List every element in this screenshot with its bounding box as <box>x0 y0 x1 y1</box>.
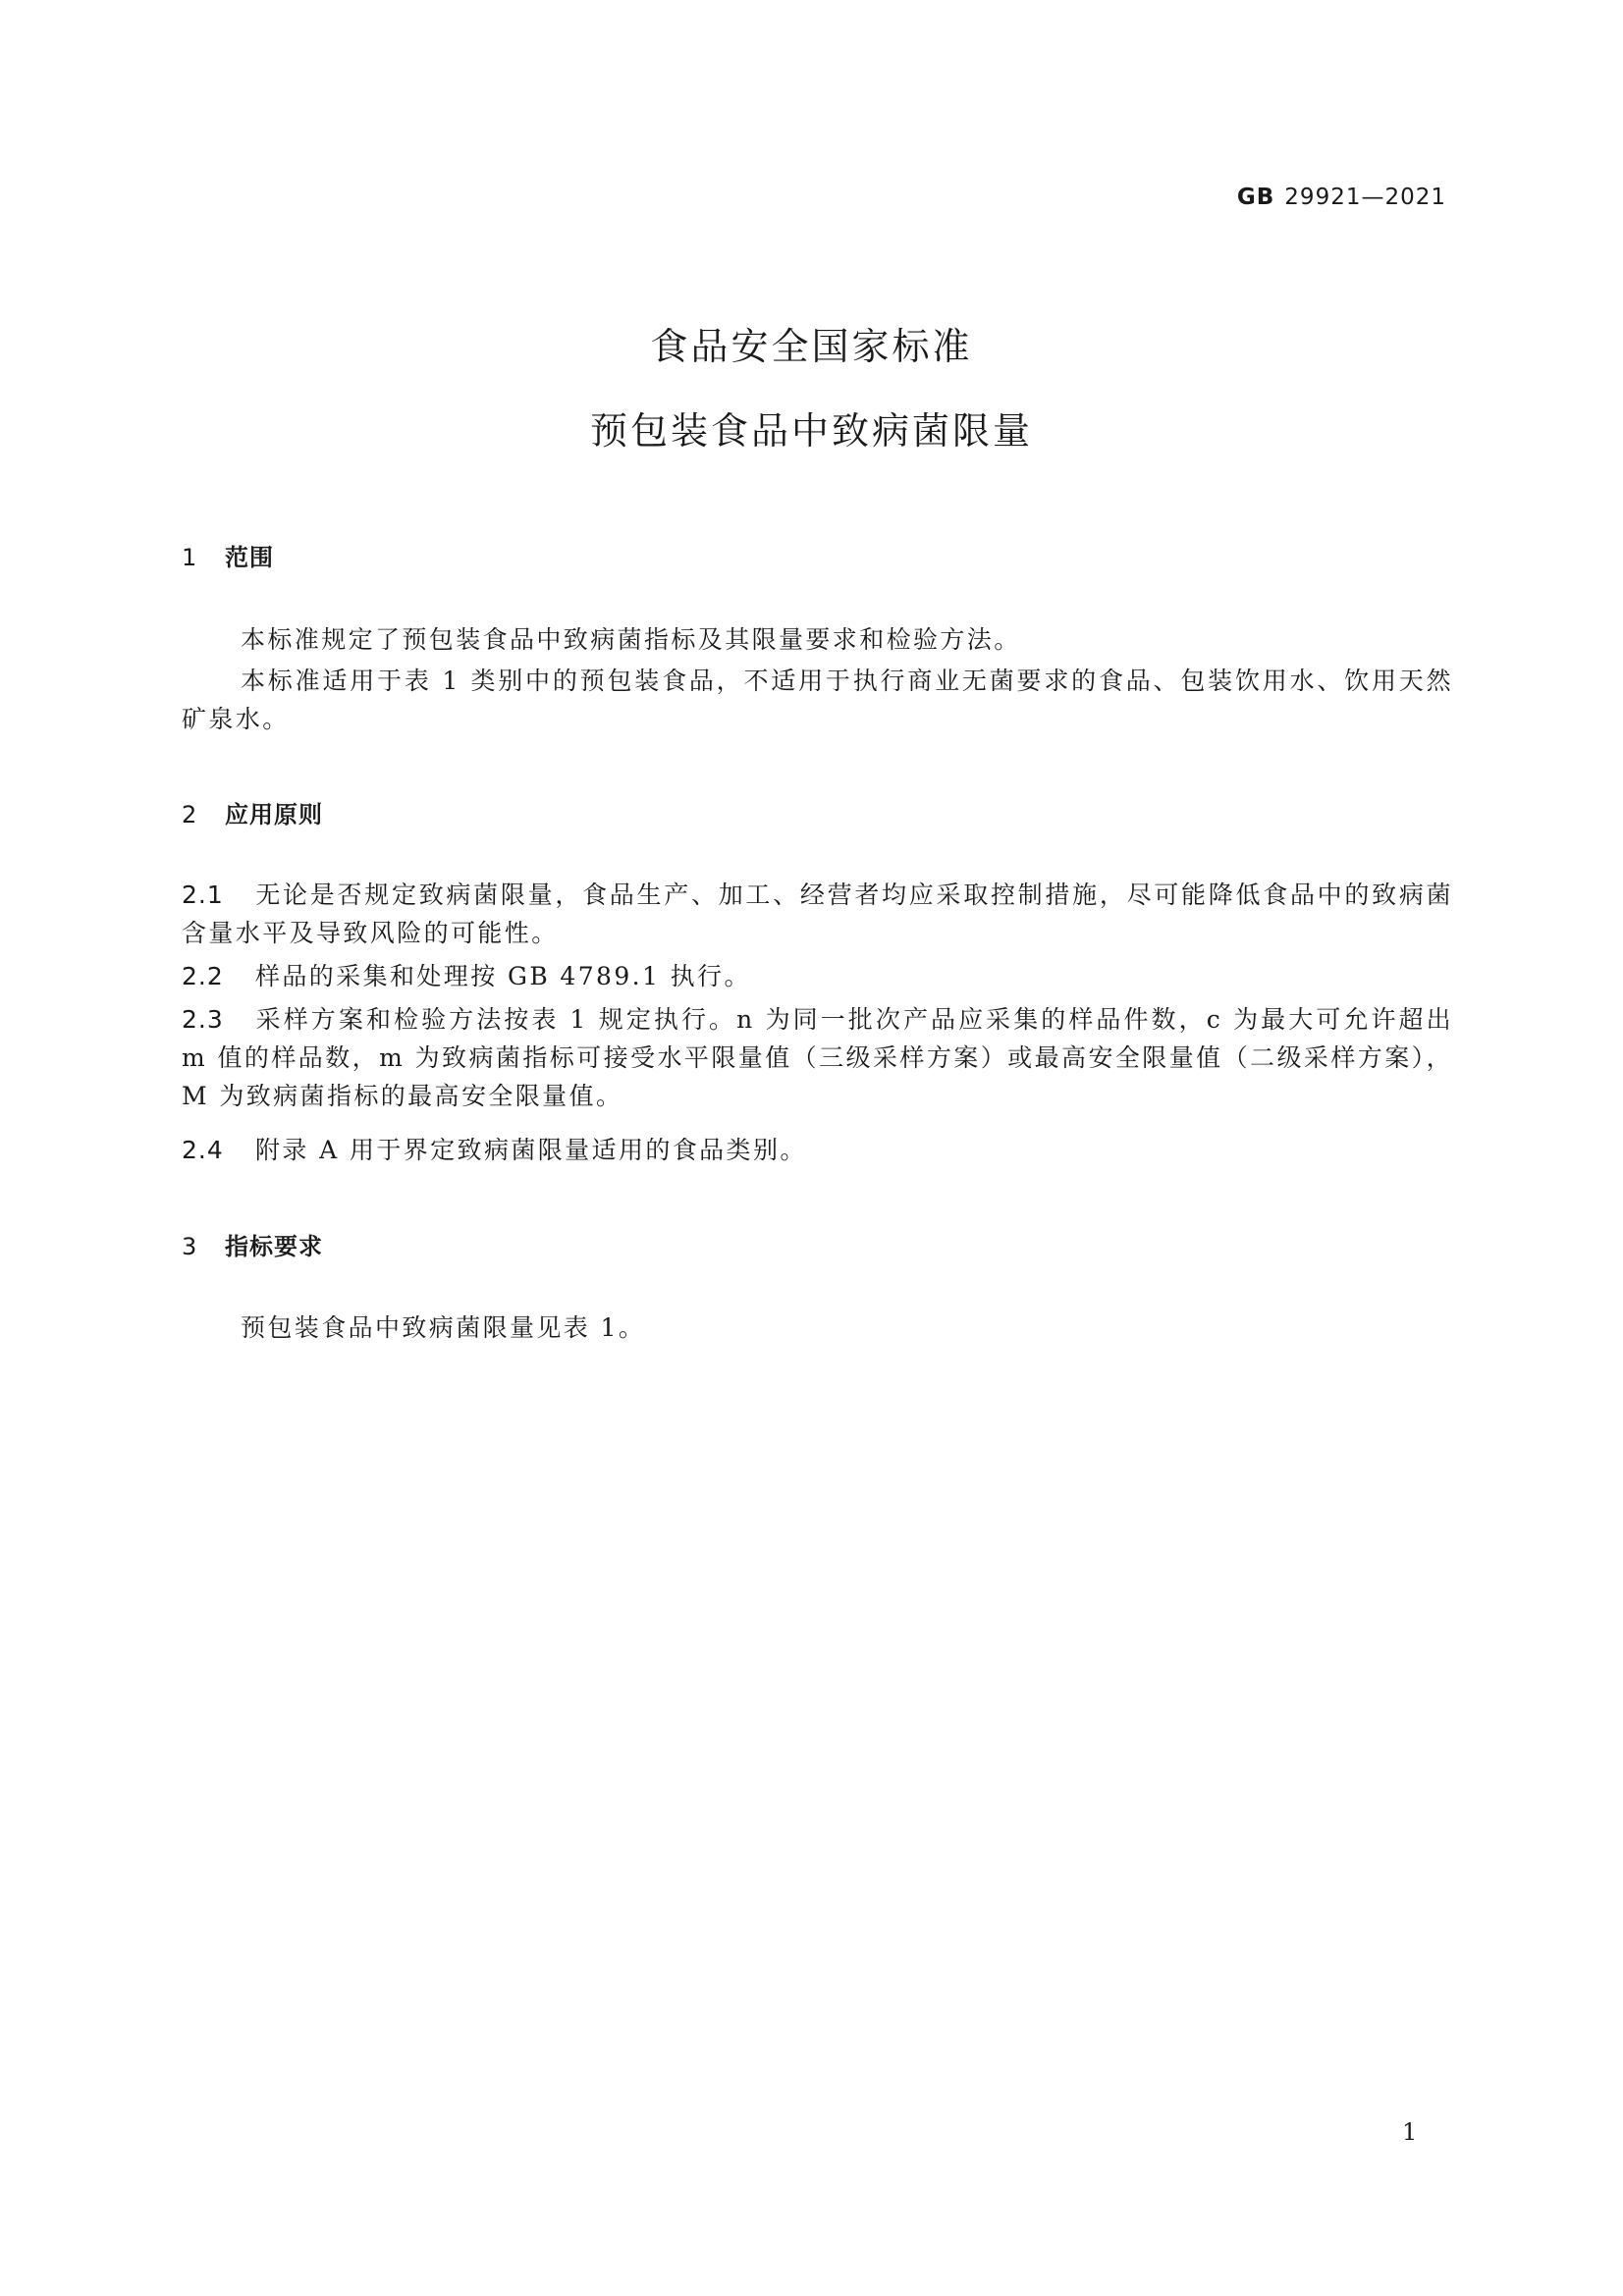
scope-paragraph-2: 本标准适用于表 1 类别中的预包装食品，不适用于执行商业无菌要求的食品、包装饮用水、饮用天然矿泉水。 <box>182 667 1453 733</box>
clause-text: 样品的采集和处理按 GB 4789.1 执行。 <box>255 962 751 990</box>
document-title-line-2: 预包装食品中致病菌限量 <box>589 409 1033 453</box>
section-number: 1 <box>182 544 198 571</box>
section-title: 范围 <box>225 544 274 571</box>
page-number: 1 <box>1402 2118 1418 2146</box>
section-heading-requirements <box>182 1227 323 1261</box>
standard-prefix: GB <box>1236 185 1275 210</box>
section-title: 指标要求 <box>225 1233 323 1260</box>
standard-number: 29921—2021 <box>1284 185 1446 210</box>
clause-number: 2.4 <box>182 1136 224 1164</box>
section-heading-scope <box>182 538 274 572</box>
document-title-line-1: 食品安全国家标准 <box>650 325 973 368</box>
clause-2-4 <box>182 1131 1453 1169</box>
clause-2-2 <box>182 957 1453 995</box>
clause-text: 无论是否规定致病菌限量，食品生产、加工、经营者均应采取控制措施，尽可能降低食品中的致病菌含量水平及导致风险的可能性。 <box>182 881 1453 947</box>
clause-number: 2.2 <box>182 962 224 990</box>
section-title: 应用原则 <box>225 801 323 828</box>
clause-text: 采样方案和检验方法按表 1 规定执行。n 为同一批次产品应采集的样品件数，c 为最大可允许超出 m 值的样品数，m 为致病菌指标可接受水平限量值（三级采样方案）或最高安全限量值（二级采样方案），M 为致病菌指标的最高安全限量值。 <box>182 1005 1453 1110</box>
section-number: 2 <box>182 801 198 828</box>
clause-2-3 <box>182 1000 1453 1115</box>
section-heading-principles <box>182 795 323 829</box>
clause-2-1 <box>182 876 1453 952</box>
clause-number: 2.3 <box>182 1005 224 1034</box>
clause-text: 附录 A 用于界定致病菌限量适用的食品类别。 <box>255 1136 807 1164</box>
requirements-paragraph: 预包装食品中致病菌限量见表 1。 <box>241 1313 646 1342</box>
clause-number: 2.1 <box>182 881 224 909</box>
scope-paragraph-1: 本标准规定了预包装食品中致病菌指标及其限量要求和检验方法。 <box>241 625 1021 654</box>
section-number: 3 <box>182 1233 198 1260</box>
standard-code <box>1237 185 1446 210</box>
